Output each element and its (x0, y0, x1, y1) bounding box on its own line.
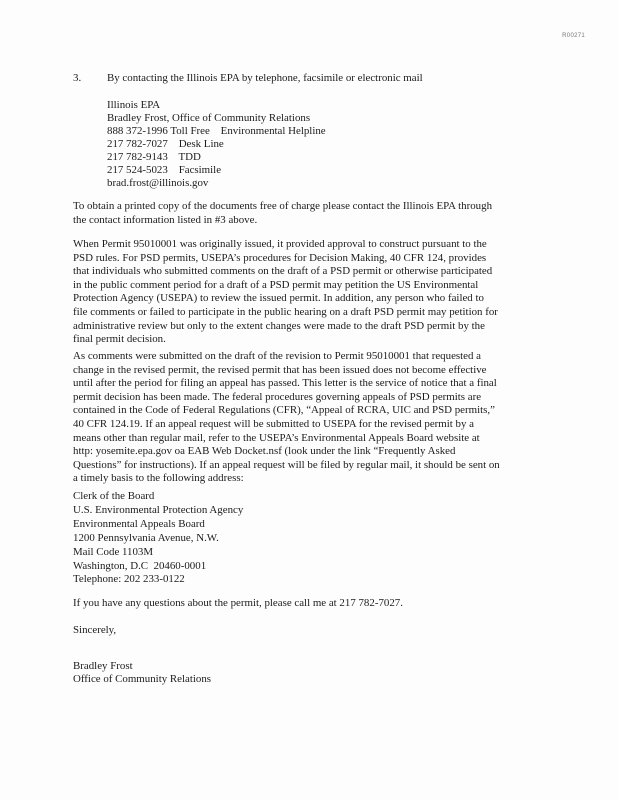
paragraph-line: Protection Agency (USEPA) to review the issued permit. In addition, any person who failed to (73, 292, 484, 305)
paragraph-line: until after the period for filing an appeal has passed. This letter is the service of notice that a final (73, 377, 497, 390)
address-line: Environmental Appeals Board (73, 518, 205, 530)
contact-line: 888 372-1996 Toll Free Environmental Helpline (107, 125, 326, 137)
address-phone: Telephone: 202 233-0122 (73, 573, 185, 585)
paragraph-line: When Permit 95010001 was originally issued, it provided approval to construct pursuant to the (73, 238, 487, 250)
contact-line: 217 524-5023 Facsimile (107, 164, 222, 176)
paragraph-line: file comments or failed to participate in the public hearing on a draft PSD permit may petition for (73, 305, 498, 318)
page-stamp: R00271 (562, 33, 585, 39)
paragraph-line: final permit decision. (73, 333, 166, 346)
address-line: Clerk of the Board (73, 490, 155, 502)
paragraph-line: permit decision has been made. The federal procedures governing appeals of PSD permits are (73, 390, 482, 403)
address-line: U.S. Environmental Protection Agency (73, 504, 244, 516)
printed-copy-paragraph (73, 200, 533, 227)
paragraph-line: PSD rules. For PSD permits, USEPA’s procedures for Decision Making, 40 CFR 124, provides (73, 251, 487, 264)
paragraph-line: Questions” for instructions). If an appeal request will be filed by regular mail, it should be sent on (73, 458, 500, 471)
contact-email: brad.frost@illinois.gov (107, 177, 209, 189)
signer-name: Bradley Frost (73, 660, 133, 672)
address-line: Washington, D.C 20460-0001 (73, 560, 207, 572)
paragraph-line: As comments were submitted on the draft of the revision to Permit 95010001 that requested a (73, 350, 482, 362)
contact-line: Bradley Frost, Office of Community Relations (107, 112, 311, 124)
paragraph-line: a timely basis to the following address: (73, 472, 244, 485)
paragraph-line: 40 CFR 124.19. If an appeal request will be submitted to USEPA for the revised permit by a (73, 417, 474, 430)
contact-line: Illinois EPA (107, 99, 161, 111)
paragraph-line: contained in the Code of Federal Regulations (CFR), “Appeal of RCRA, UIC and PSD permits,” (73, 404, 495, 417)
item-number: 3. (73, 72, 82, 84)
paragraph-line: To obtain a printed copy of the documents free of charge please contact the Illinois EPA through (73, 200, 493, 212)
closing: Sincerely, (73, 624, 117, 636)
contact-line: 217 782-9143 TDD (107, 151, 201, 163)
paragraph-line: change in the revised permit, the revised permit that has been issued does not become effective (73, 363, 487, 376)
paragraph-line: that individuals who submitted comments on the draft of a PSD permit or otherwise participated (73, 265, 493, 278)
address-line: Mail Code 1103M (73, 546, 154, 558)
signer-office: Office of Community Relations (73, 673, 212, 685)
paragraph-line: http: yosemite.epa.gov oa EAB Web Docket.nsf (look under the link “Frequently Asked (73, 445, 456, 458)
address-line: 1200 Pennsylvania Avenue, N.W. (73, 532, 219, 544)
paragraph-line: the contact information listed in #3 above. (73, 213, 258, 226)
item-heading: By contacting the Illinois EPA by telephone, facsimile or electronic mail (107, 72, 423, 84)
psd-paragraph (73, 238, 533, 347)
contact-line: 217 782-7027 Desk Line (107, 138, 224, 150)
paragraph-line: in the public comment period for a draft of a PSD permit may petition the US Environmental (73, 278, 479, 291)
paragraph-line: means other than regular mail, refer to the USEPA’s Environmental Appeals Board website at (73, 431, 480, 444)
questions-line: If you have any questions about the permit, please call me at 217 782-7027. (73, 597, 403, 609)
paragraph-line: administrative review but only to the extent changes were made to the draft PSD permit by the (73, 319, 485, 332)
appeal-paragraph (73, 350, 533, 486)
